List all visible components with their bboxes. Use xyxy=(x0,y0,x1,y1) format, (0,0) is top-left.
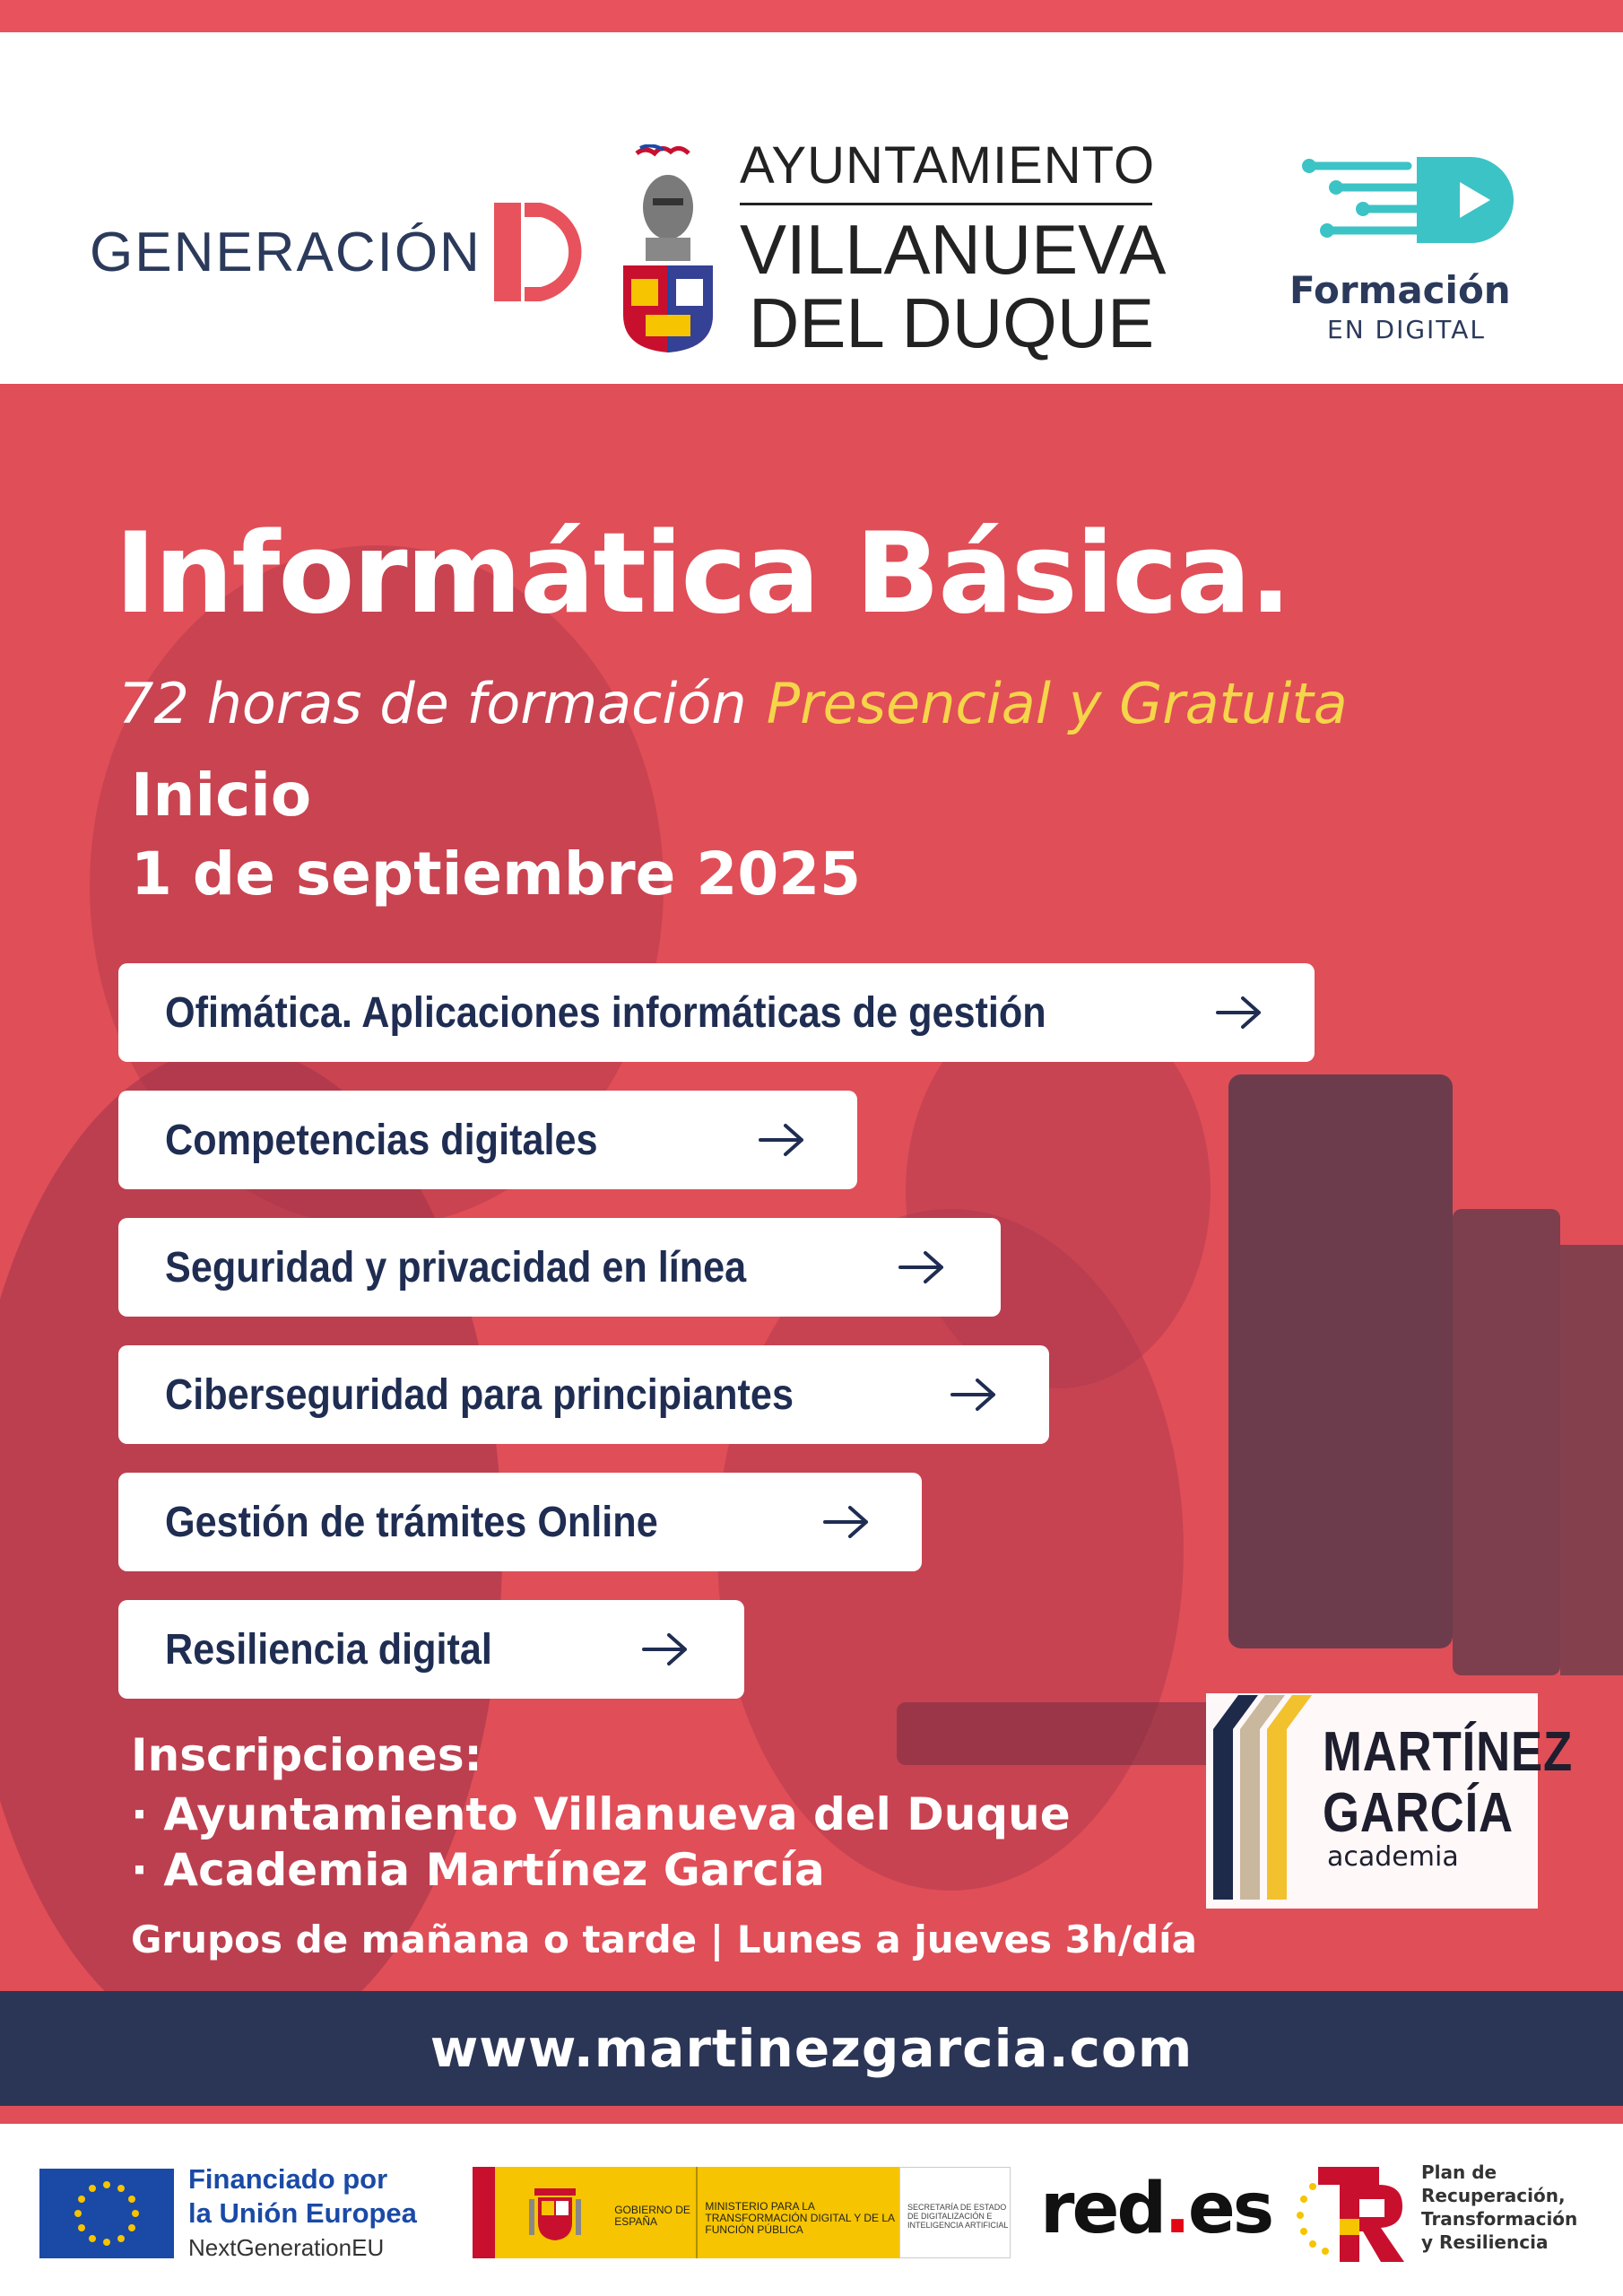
ayuntamiento-line2: VILLANUEVA xyxy=(740,210,1167,289)
course-module-competencias xyxy=(118,1091,857,1189)
spain-flag-stripe xyxy=(473,2167,495,2258)
eu-funding-line2: la Unión Europea xyxy=(188,2197,417,2229)
prtr-line2: Recuperación, xyxy=(1421,2185,1566,2206)
course-module-label: Competencias digitales xyxy=(165,1116,598,1164)
website-bar xyxy=(0,1991,1623,2106)
registration-item: · Academia Martínez García xyxy=(131,1844,825,1896)
ayuntamiento-divider xyxy=(740,203,1152,205)
arrow-right-icon xyxy=(898,1249,945,1285)
arrow-right-icon xyxy=(759,1122,805,1158)
secretaria-text: SECRETARÍA DE ESTADO DE DIGITALIZACIÓN E INTELIGENCIA ARTIFICIAL xyxy=(899,2167,1011,2258)
ayuntamiento-logo xyxy=(619,135,1175,369)
top-accent-bar xyxy=(0,0,1623,32)
course-subtitle xyxy=(118,671,1348,736)
course-mode: Presencial y Gratuita xyxy=(766,671,1348,736)
academy-name-line2: GARCÍA xyxy=(1323,1782,1514,1844)
gobierno-espana-logo xyxy=(473,2167,1011,2258)
hero-section xyxy=(0,384,1623,2124)
course-module-resiliencia xyxy=(118,1600,744,1699)
prtr-line1: Plan de xyxy=(1421,2161,1497,2183)
ayuntamiento-line1: AYUNTAMIENTO xyxy=(740,136,1156,195)
website-link[interactable]: www.martinezgarcia.com xyxy=(430,2018,1193,2079)
registration-heading: Inscripciones: xyxy=(131,1729,482,1781)
funding-footer xyxy=(0,2124,1623,2296)
registration-item: · Ayuntamiento Villanueva del Duque xyxy=(131,1788,1071,1840)
red-es-part1: red xyxy=(1040,2169,1165,2249)
ayuntamiento-line3: DEL DUQUE xyxy=(749,283,1155,362)
arrow-right-icon xyxy=(950,1377,997,1413)
course-module-seguridad xyxy=(118,1218,1001,1317)
course-module-label: Resiliencia digital xyxy=(165,1625,492,1674)
red-es-dot: . xyxy=(1164,2169,1188,2249)
course-hours: 72 horas de formación xyxy=(118,671,747,736)
spain-shield-block xyxy=(495,2167,606,2258)
start-date: 1 de septiembre 2025 xyxy=(131,839,862,909)
prtr-logo xyxy=(1291,2160,1596,2267)
spain-shield-icon xyxy=(527,2183,583,2242)
red-es-logo xyxy=(1040,2169,1271,2249)
course-module-ofimatica xyxy=(118,963,1315,1062)
course-module-label: Ciberseguridad para principiantes xyxy=(165,1370,794,1419)
generacion-d-logo xyxy=(90,194,584,310)
eu-funding-line1: Financiado por xyxy=(188,2163,388,2195)
eu-funding-line3: NextGenerationEU xyxy=(188,2234,385,2261)
eu-flag-icon xyxy=(39,2169,174,2258)
formacion-subtitle: EN DIGITAL xyxy=(1327,315,1486,344)
arrow-right-icon xyxy=(642,1631,689,1667)
course-module-label: Gestión de trámites Online xyxy=(165,1498,658,1546)
schedule-text: Grupos de mañana o tarde | Lunes a jueves 3h/día xyxy=(131,1918,1197,1961)
digital-play-icon xyxy=(1300,153,1515,252)
red-es-part2: es xyxy=(1187,2169,1272,2249)
formacion-digital-logo xyxy=(1282,153,1533,351)
formacion-title: Formación xyxy=(1289,268,1511,312)
arrow-right-icon xyxy=(823,1504,870,1540)
start-label: Inicio xyxy=(131,761,312,830)
course-module-label: Ofimática. Aplicaciones informáticas de gestión xyxy=(165,988,1046,1037)
arrow-right-icon xyxy=(1216,995,1263,1031)
d-letter-icon xyxy=(494,194,584,310)
course-module-ciberseguridad xyxy=(118,1345,1049,1444)
gobierno-text: GOBIERNO DE ESPAÑA xyxy=(605,2167,696,2258)
crest-icon xyxy=(619,144,717,355)
prtr-line4: y Resiliencia xyxy=(1421,2231,1549,2253)
generacion-logo-text: GENERACIÓN xyxy=(90,221,482,283)
course-module-tramites xyxy=(118,1473,922,1571)
prtr-line3: Transformación xyxy=(1421,2208,1578,2230)
course-module-label: Seguridad y privacidad en línea xyxy=(165,1243,747,1292)
course-title: Informática Básica. xyxy=(115,509,1290,639)
ministerio-text: MINISTERIO PARA LA TRANSFORMACIÓN DIGITAL Y DE LA FUNCIÓN PÚBLICA xyxy=(696,2167,899,2258)
header xyxy=(0,32,1623,384)
academy-name-line1: MARTÍNEZ xyxy=(1323,1721,1574,1783)
academy-logo xyxy=(1206,1675,1574,1909)
prtr-icon xyxy=(1291,2160,1408,2266)
academy-name-line3: academia xyxy=(1327,1841,1459,1873)
